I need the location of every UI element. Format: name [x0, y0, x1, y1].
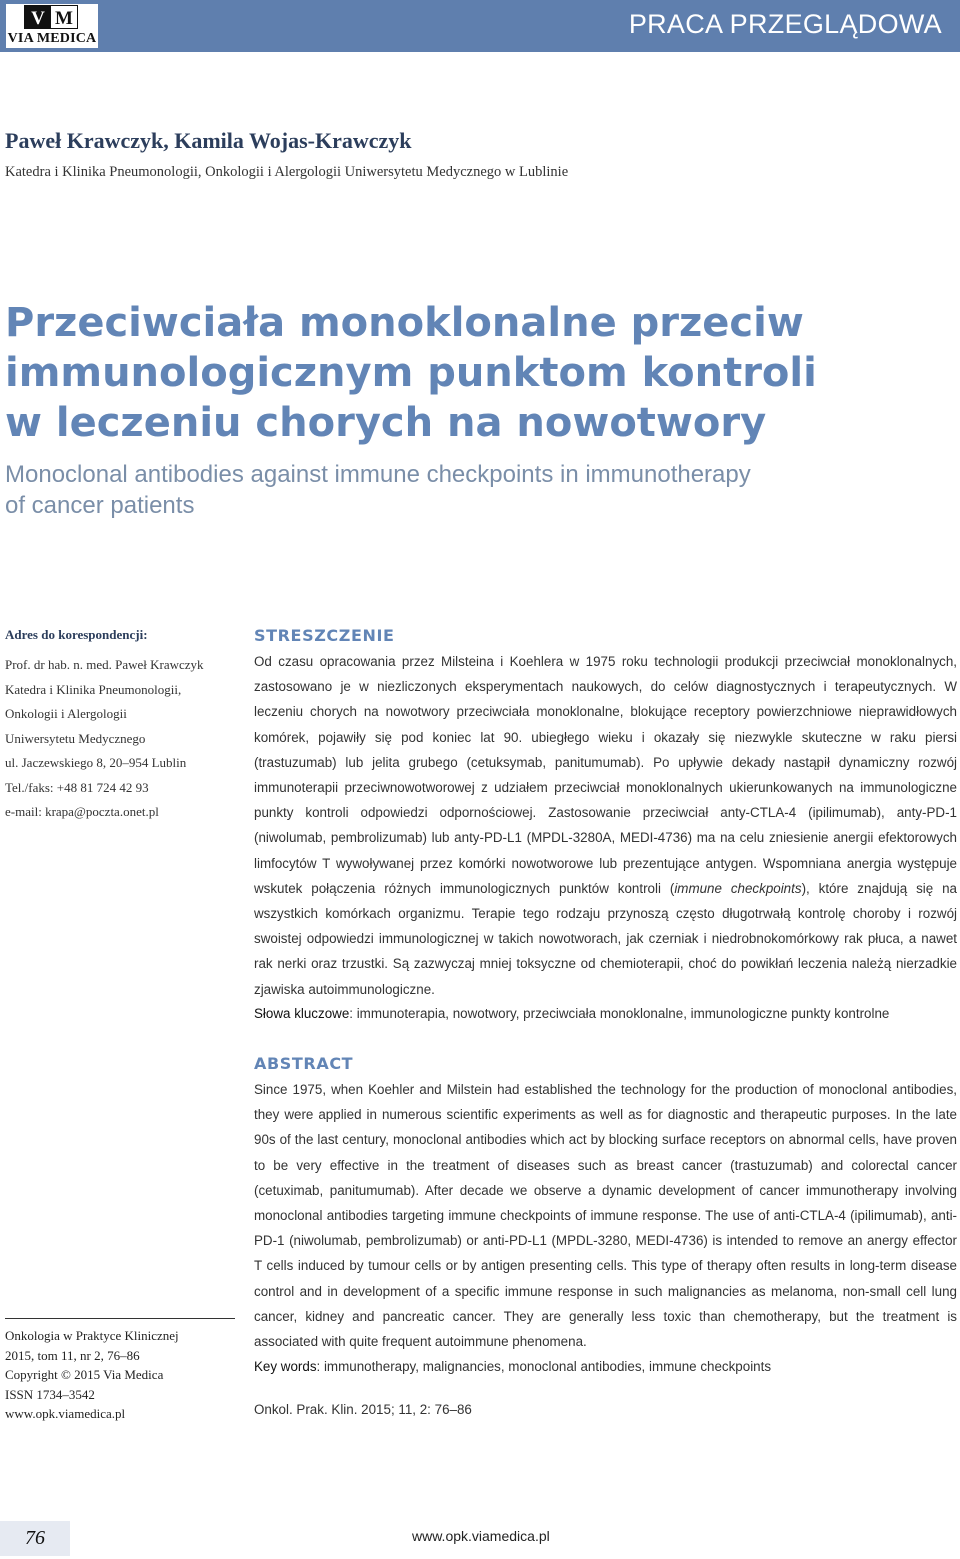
- keywords-text: : immunotherapy, malignancies, monoclonal antibodies, immune checkpoints: [316, 1359, 772, 1374]
- journal-url-link[interactable]: www.opk.viamedica.pl: [5, 1406, 126, 1421]
- keywords-text: : immunoterapia, nowotwory, przeciwciała monoklonalne, immunologiczne punkty kontrolne: [349, 1006, 890, 1021]
- vm-logo-icon: [24, 5, 78, 29]
- correspondence-block: [5, 623, 235, 825]
- title-line: Przeciwciała monoklonalne przeciw: [5, 300, 804, 346]
- correspondence-line: Katedra i Klinika Pneumonologii,: [5, 681, 182, 697]
- section-label: PRACA PRZEGLĄDOWA: [628, 9, 942, 39]
- logo-letter-m: M: [55, 8, 73, 29]
- page-number: 76: [25, 1527, 45, 1549]
- title-line: immunologicznym punktom kontroli: [5, 350, 817, 396]
- article-title-polish: [5, 298, 945, 448]
- journal-info: [5, 1326, 179, 1424]
- footer-url-link[interactable]: www.opk.viamedica.pl: [412, 1528, 550, 1544]
- journal-info-line: ISSN 1734–3542: [5, 1386, 95, 1402]
- correspondence-email[interactable]: e-mail: krapa@poczta.onet.pl: [5, 804, 159, 819]
- abstract-heading: ABSTRACT: [254, 1054, 354, 1073]
- correspondence-heading: Adres do korespondencji:: [5, 627, 148, 642]
- authors: Paweł Krawczyk, Kamila Wojas-Krawczyk: [5, 128, 412, 153]
- streszczenie-text: Od czasu opracowania przez Milsteina i Koehlera w 1975 roku technologii produkcji przeciwciał monoklonalnych, zastosowano je w niezliczonych eksperymentach naukowych, do celów diagnostycznych i terapeutycznych. W leczeniu chorych na nowotwory przeciwciała monoklonalne, blokujące receptory powierzchniowe nieprawidłowych komórek, pojawiły się pod koniec lat 90. ubiegłego wieku i okazały się niezwykle skuteczne w raku piersi (trastuzumab) lub jelita grubego (cetuksymab, panitumumab). Po upływie dekady nastąpił dynamiczny rozwój immunoterapii przeciwnowotworowej z udziałem przeciwciał monoklonalnych ukierunkowanych na immunologiczne punkty kontroli odpowiedzi odpornościowej. Zastosowanie przeciwciał anty-CTLA-4 (ipilimumab), anty-PD-1 (niwolumab, pembrolizumab) lub anty-PD-L1 (MPDL-3280A, MEDI-4736) ma na celu zniesienie anergii efektorowych limfocytów T wywoływanej przez komórki nowotworowe lub prezentujące antygen. Wspomniana anergia występuje wskutek połączenia różnych immunologicznych punktów kontroli (: [254, 654, 957, 896]
- article-title-english: [5, 459, 945, 521]
- journal-info-line: 2015, tom 11, nr 2, 76–86: [5, 1347, 140, 1363]
- journal-divider: [5, 1318, 235, 1319]
- logo-text: VIA MEDICA: [7, 31, 97, 46]
- streszczenie-italic-term: immune checkpoints: [674, 880, 802, 896]
- streszczenie-keywords: [254, 1001, 957, 1026]
- streszczenie-text: ), które znajdują się na wszystkich komórkach organizmu. Terapie tego rodzaju przynoszą często długotrwałą kontrolę choroby i rozwój swoistej odpowiedzi immunologicznej w takich nowotworach, jak czerniak i niedrobnokomórkowy rak płuca, a nawet rak nerki oraz trzustki. Są zazwyczaj mniej toksyczne od chemioterapii, choć do powikłań leczenia należą nierzadkie zjawiska autoimmunologiczne.: [254, 880, 957, 997]
- abstract-keywords: [254, 1354, 957, 1379]
- title-line: of cancer patients: [5, 492, 195, 519]
- streszczenie-heading: STRESZCZENIE: [254, 626, 395, 645]
- abstract-body: Since 1975, when Koehler and Milstein had established the technology for the production of monoclonal antibodies, they were applied in numerous scientific experiments as well as for diagnostic and therapeutic purposes. In the late 90s of the last century, monoclonal antibodies which act by blocking surface receptors on abnormal cells, have proven to be very effective in the treatment of diseases such as breast cancer (trastuzumab) and colorectal cancer (cetuximab, panitumumab). After decade we observe a dynamic development of cancer immunotherapy involving monoclonal antibodies targeting immune checkpoints of immune response. The use of anti-CTLA-4 (ipilimumab), anti-PD-1 (niwolumab, pembrolizumab) or anti-PD-L1 (MPDL-3280, MEDI-4736) is intended to remove an anergy effector T cells induced by tumour cells or by antigen presenting cells. This type of therapy often results in long-term disease control and in development of a specific immune response in such malignancies as melanoma, non-small cell lung cancer, kidney and pancreatic cancer. They are generally less toxic than chemotherapy, but the treatment is associated with quite frequent autoimmune phenomena.: [254, 1082, 957, 1350]
- citation: Onkol. Prak. Klin. 2015; 11, 2: 76–86: [254, 1402, 472, 1417]
- via-medica-logo: [6, 4, 98, 48]
- correspondence-line: Onkologii i Alergologii: [5, 706, 127, 721]
- correspondence-line: Prof. dr hab. n. med. Paweł Krawczyk: [5, 657, 204, 672]
- keywords-label: Key words: [254, 1359, 317, 1374]
- logo-letter-v: V: [31, 8, 45, 29]
- title-line: Monoclonal antibodies against immune checkpoints in immunotherapy: [5, 461, 751, 488]
- page-number-box: [0, 1521, 70, 1556]
- streszczenie-body: [254, 649, 957, 1002]
- correspondence-line: Uniwersytetu Medycznego: [5, 730, 146, 746]
- correspondence-line: Tel./faks: +48 81 724 42 93: [5, 779, 149, 795]
- correspondence-line: ul. Jaczewskiego 8, 20–954 Lublin: [5, 755, 187, 770]
- keywords-label: Słowa kluczowe: [254, 1006, 350, 1021]
- title-line: w leczeniu chorych na nowotwory: [5, 400, 767, 446]
- journal-info-line: Onkologia w Praktyce Klinicznej: [5, 1328, 179, 1343]
- journal-info-line: Copyright © 2015 Via Medica: [5, 1367, 164, 1382]
- affiliation: Katedra i Klinika Pneumonologii, Onkologii i Alergologii Uniwersytetu Medycznego w Lublinie: [5, 164, 569, 180]
